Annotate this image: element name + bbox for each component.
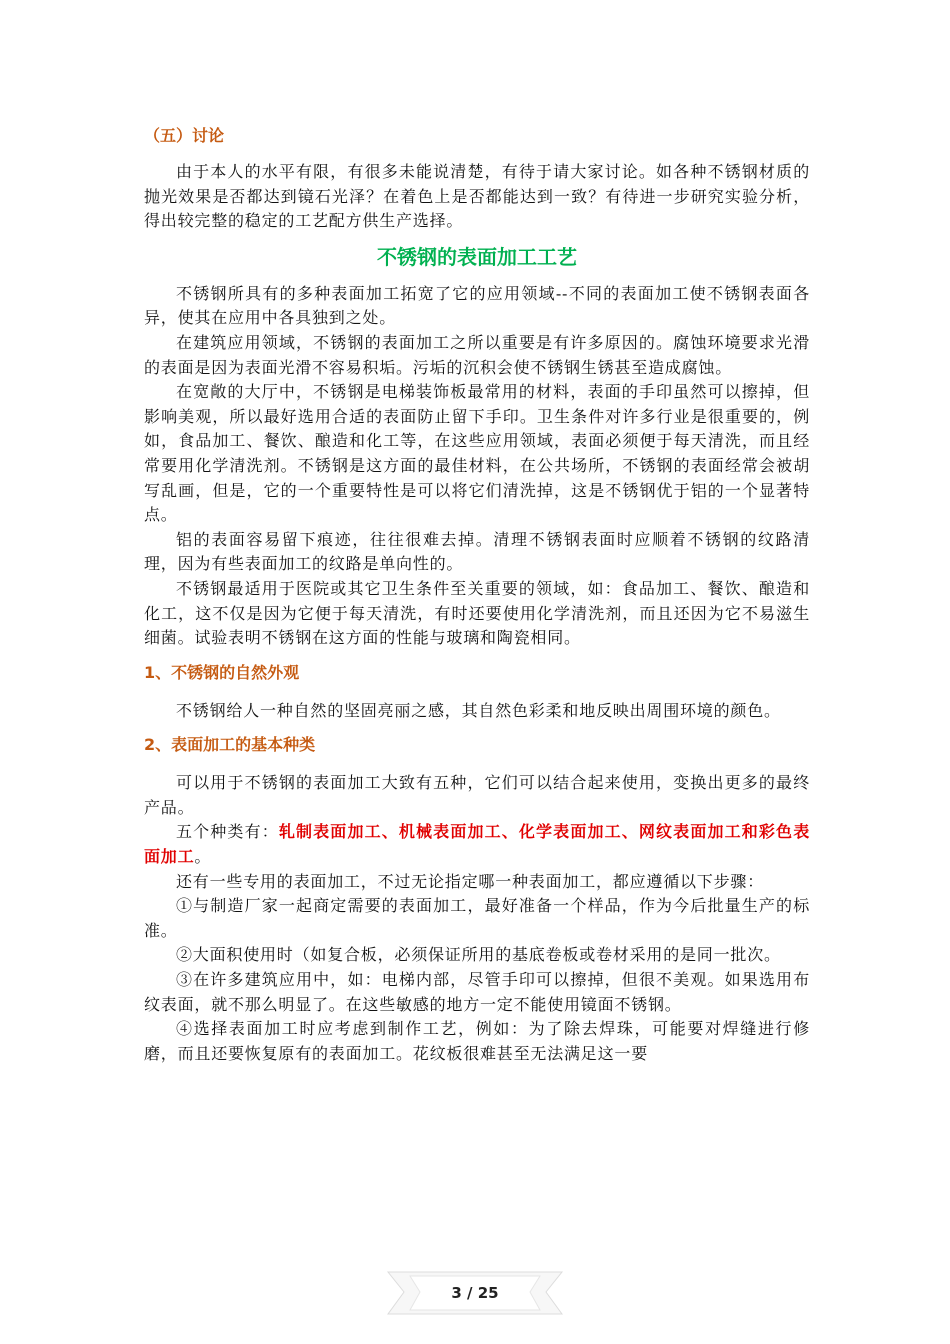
step-item: ②大面积使用时（如复合板，必须保证所用的基底卷板或卷材采用的是同一批次。: [176, 945, 781, 965]
article-title: 不锈钢的表面加工工艺: [377, 244, 577, 269]
paragraph: 由于本人的水平有限，有很多未能说清楚，有待于请大家讨论。如各种不锈钢材质的抛光效果是否都达到镜石光泽？在着色上是否都能达到一致？有待进一步研究实验分析，得出较完整的稳定的工艺配方供生产选择。: [144, 162, 810, 231]
page-number: 3 / 25: [451, 1284, 499, 1302]
paragraph: 还有一些专用的表面加工，不过无论指定哪一种表面加工，都应遵循以下步骤：: [176, 871, 765, 891]
step-item: ④选择表面加工时应考虑到制作工艺，例如：为了除去焊珠，可能要对焊缝进行修磨，而且还要恢复原有的表面加工。花纹板很难甚至无法满足这一要: [144, 1019, 810, 1063]
paragraph-five-types: [144, 820, 810, 869]
subheading-finish-types: 2、表面加工的基本种类: [144, 735, 316, 755]
paragraph: 在宽敞的大厅中，不锈钢是电梯装饰板最常用的材料，表面的手印虽然可以擦掉，但影响美观，所以最好选用合适的表面防止留下手印。卫生条件对许多行业是很重要的，例如，食品加工、餐饮、酿造和化工等，在这些应用领域，表面必须便于每天清洗，而且经常要用化学清洗剂。不锈钢是这方面的最佳材料，在公共场所，不锈钢的表面经常会被胡写乱画，但是，它的一个重要特性是可以将它们清洗掉，这是不锈钢优于铝的一个显著特点。: [144, 382, 810, 525]
paragraph: 不锈钢最适用于医院或其它卫生条件至关重要的领域，如：食品加工、餐饮、酿造和化工，这不仅是因为它便于每天清洗，有时还要使用化学清洗剂，而且还因为它不易滋生细菌。试验表明不锈钢在这方面的性能与玻璃和陶瓷相同。: [144, 578, 810, 648]
five-types-prefix: 五个种类有：: [176, 822, 279, 842]
page-footer: [380, 1262, 570, 1328]
paragraph: 铝的表面容易留下痕迹，往往很难去掉。清理不锈钢表面时应顺着不锈钢的纹路清理，因为有些表面加工的纹路是单向性的。: [144, 529, 810, 574]
five-types-highlight: 轧制表面加工、机械表面加工、化学表面加工、网纹表面加工和彩色表面加工: [144, 822, 810, 867]
page-content: [144, 124, 810, 1066]
paragraph: 可以用于不锈钢的表面加工大致有五种，它们可以结合起来使用，变换出更多的最终产品。: [144, 773, 810, 817]
subheading-natural-appearance: 1、不锈钢的自然外观: [144, 662, 300, 682]
five-types-suffix: 。: [194, 847, 212, 867]
step-item: ③在许多建筑应用中，如：电梯内部，尽管手印可以擦掉，但很不美观。如果选用布纹表面，就不那么明显了。在这些敏感的地方一定不能使用镜面不锈钢。: [144, 970, 810, 1014]
section-heading-discussion: （五）讨论: [144, 126, 225, 145]
step-item: ①与制造厂家一起商定需要的表面加工，最好准备一个样品，作为今后批量生产的标准。: [144, 896, 810, 940]
paragraph: 在建筑应用领域，不锈钢的表面加工之所以重要是有许多原因的。腐蚀环境要求光滑的表面是因为表面光滑不容易积垢。污垢的沉积会使不锈钢生锈甚至造成腐蚀。: [144, 332, 810, 377]
paragraph: 不锈钢所具有的多种表面加工拓宽了它的应用领域--不同的表面加工使不锈钢表面各异，使其在应用中各具独到之处。: [144, 283, 810, 328]
paragraph: 不锈钢给人一种自然的坚固亮丽之感，其自然色彩柔和地反映出周围环境的颜色。: [176, 700, 781, 720]
